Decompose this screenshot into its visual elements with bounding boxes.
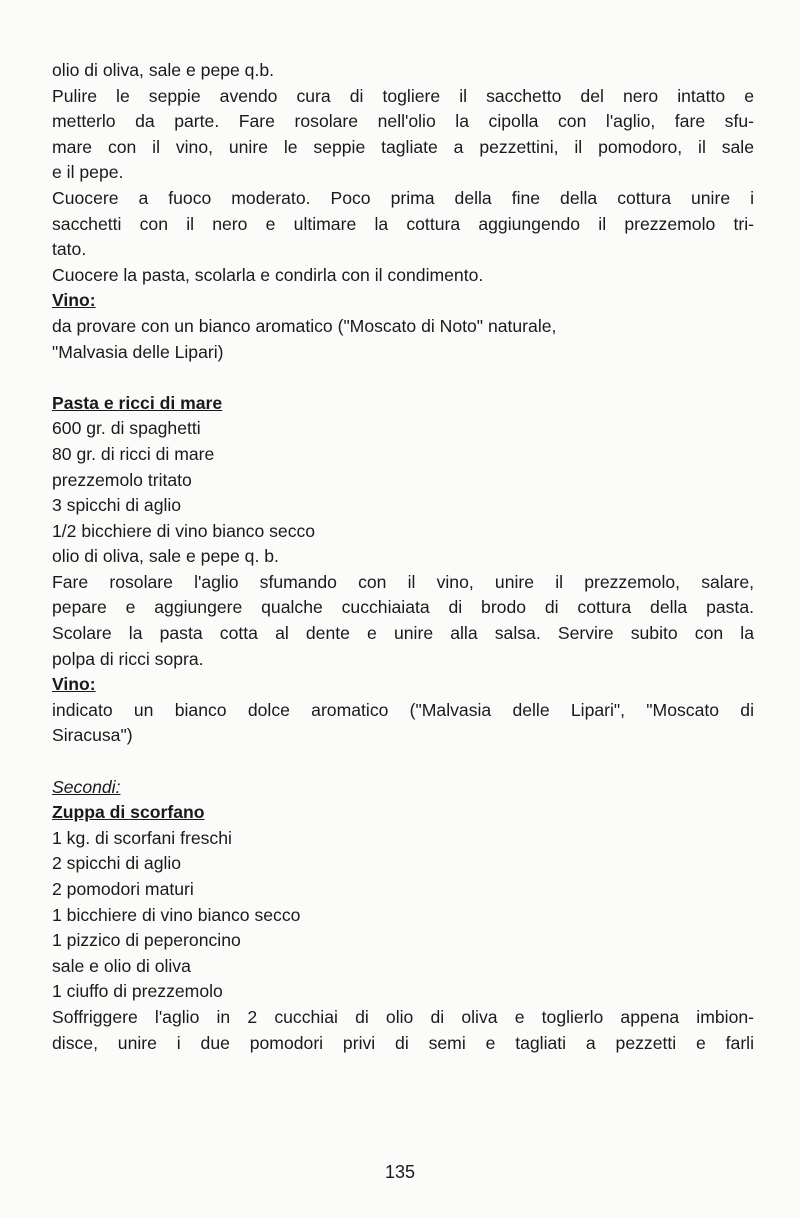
method-line: sacchetti con il nero e ultimare la cottura aggiungendo il prezzemolo tri- [52,213,754,234]
wine-heading: Vino: [52,290,96,311]
ingredient-line: 1/2 bicchiere di vino bianco secco [52,520,316,541]
method-line: tato. [52,239,87,260]
wine-line: Siracusa") [52,725,133,746]
method-line: mare con il vino, unire le seppie tagliate a pezzettini, il pomodoro, il sale [52,136,754,157]
section-heading: Secondi: [52,776,121,797]
ingredient-line: 1 kg. di scorfani freschi [52,827,232,848]
method-line: Soffriggere l'aglio in 2 cucchiai di olio di oliva e toglierlo appena imbion- [52,1006,754,1027]
method-line: Cuocere la pasta, scolarla e condirla con il condimento. [52,264,484,285]
ingredient-line: 1 pizzico di peperoncino [52,930,241,951]
method-line: Scolare la pasta cotta al dente e unire alla salsa. Servire subito con la [52,623,754,644]
ingredient-line: 2 pomodori maturi [52,879,194,899]
wine-line: da provare con un bianco aromatico ("Moscato di Noto" naturale, [52,315,557,336]
method-line: metterlo da parte. Fare rosolare nell'olio la cipolla con l'aglio, fare sfu- [52,111,754,132]
recipe-title: Zuppa di scorfano [52,802,205,823]
wine-line: "Malvasia delle Lipari) [52,341,224,362]
method-line: disce, unire i due pomodori privi di semi e tagliati a pezzetti e farli [52,1032,754,1053]
ingredient-line: 3 spicchi di aglio [52,495,182,516]
spacer [52,365,754,391]
page-body [52,58,754,1056]
method-line: Cuocere a fuoco moderato. Poco prima della fine della cottura unire i [52,187,754,208]
method-line: e il pepe. [52,162,124,183]
ingredient-line: sale e olio di oliva [52,955,191,976]
ingredient-line: olio di oliva, sale e pepe q.b. [52,60,275,80]
ingredient-line: 1 bicchiere di vino bianco secco [52,904,301,925]
ingredient-line: 80 gr. di ricci di mare [52,443,215,464]
wine-heading: Vino: [52,674,96,695]
method-line: polpa di ricci sopra. [52,648,204,669]
wine-line: indicato un bianco dolce aromatico ("Malvasia delle Lipari", "Moscato di [52,699,754,720]
ingredient-line: prezzemolo tritato [52,469,192,490]
ingredient-line: olio di oliva, sale e pepe q. b. [52,546,279,567]
recipe-title: Pasta e ricci di mare [52,392,223,413]
ingredient-line: 1 ciuffo di prezzemolo [52,981,223,1002]
ingredient-line: 600 gr. di spaghetti [52,418,201,439]
method-line: pepare e aggiungere qualche cucchiaiata di brodo di cottura della pasta. [52,597,754,618]
page-number: 135 [384,1162,416,1182]
ingredient-line: 2 spicchi di aglio [52,853,182,874]
spacer [52,749,754,775]
method-line: Pulire le seppie avendo cura di togliere il sacchetto del nero intatto e [52,85,754,106]
method-line: Fare rosolare l'aglio sfumando con il vino, unire il prezzemolo, salare, [52,571,754,592]
